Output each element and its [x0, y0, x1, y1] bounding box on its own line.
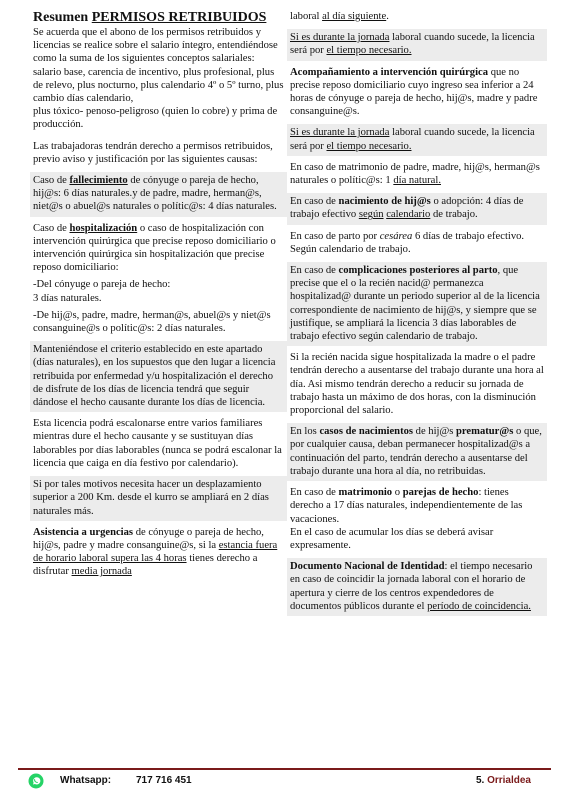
whatsapp-icon[interactable] — [28, 773, 44, 789]
paragraph-matrimonio: En caso de matrimonio o parejas de hecho: tienes derecho a 17 días naturales, independientemente de las vacaciones. En el caso de acumular los días se deberá avisar expresamente. — [290, 487, 523, 551]
hosp-familia: -De hij@s, padre, madre, herman@s, abuel@s y niet@s consanguine@s o polític@s: 2 días naturales. — [33, 309, 271, 335]
footer-divider — [18, 768, 551, 770]
hosp-conyuge: -Del cónyuge o pareja de hecho: — [33, 279, 171, 291]
paragraph-escalonar: Esta licencia podrá escalonarse entre varios familiares mientras dure el hecho causante y se sustituyan días laborables por días laborables (nunca se podrá escalonar la licencia que caiga en día festivo por calendario). — [33, 418, 282, 469]
paragraph-complicaciones: En caso de complicaciones posteriores al parto, que precise que el o la recién nacid@ permanezca hospitalizad@ durante un periodo superior al de la licencia correspondiente de nacimiento de hij@s, y siempre que se justifique, se ampliará la licencia 3 días laborables de trabajo efectivo según calendario de trabajo. — [287, 262, 547, 346]
paragraph-nacimiento: En caso de nacimiento de hij@s o adopción: 4 días de trabajo efectivo según calendario de trabajo. — [287, 193, 547, 224]
keyword-fallecimiento: fallecimiento — [69, 175, 128, 187]
paragraph-fallecimiento: Caso de fallecimiento de cónyuge o pareja de hecho, hij@s: 6 días naturales.y de padre, madre, herman@s, niet@s o abuel@s naturales o polític@s: 4 días naturales. — [30, 172, 287, 217]
paragraph-cesarea: En caso de parto por cesárea 6 días de trabajo efectivo. Según calendario de trabajo. — [290, 230, 525, 255]
paragraph-acompanamiento: Acompañamiento a intervención quirúrgica que no precise reposo domiciliario cuyo ingreso sea inferior a 24 horas de cónyuge o pareja de hecho, hij@s, madre y padre consanguine@s. — [290, 66, 538, 118]
page-title — [33, 10, 284, 26]
keyword-matrimonio: matrimonio — [338, 487, 393, 499]
hosp-conyuge-days: 3 días naturales. — [33, 292, 102, 304]
footer — [18, 771, 551, 793]
brand-name: Orrialdea — [487, 775, 531, 786]
keyword-nacimiento: nacimiento de hij@s — [338, 196, 431, 208]
paragraph-dni: Documento Nacional de Identidad: el tiempo necesario en caso de coincidir la jornada laboral con el horario de apertura y cierre de los centros expendedores de documentos públicos durante el período de coincidencia. — [287, 558, 547, 616]
page-number-value: 5. — [475, 775, 485, 786]
paragraph-hospitalizacion: Caso de hospitalización o caso de hospitalización con intervención quirúrgica que precise reposo domiciliario o intervención quirúrgica sin hospitalización que precise reposo domiciliario: -Del cónyuge o pareja de hecho: 3 días naturales. -De hij@s, padre, madre, herman@s, abuel@s y niet@s consanguine@s o polític@s: 2 días naturales. — [30, 220, 287, 339]
paragraph-criterio: Manteniéndose el criterio establecido en este apartado (días naturales), en los supuestos que den lugar a licencia retribuida por enfermedad y/u hospitalización el derecho de disfrute de los días de licencia tendrá que seguir dándose el hecho causante durante los días de licencia. — [30, 341, 287, 412]
section-intro — [30, 8, 287, 135]
paragraph-jornada-2: Si es durante la jornada laboral cuando sucede, la licencia será por el tiempo necesario. — [287, 124, 547, 155]
paragraph-prematuros: En los casos de nacimientos de hij@s prematur@s o que, por cualquier causa, deban permanecer hospitalizad@s a continuación del parto, tendrán derecho a ausentarse del trabajo durante una hora al día, no retribuidas. — [287, 423, 547, 481]
keyword-urgencias: Asistencia a urgencias — [33, 526, 134, 538]
paragraph-causes: Las trabajadoras tendrán derecho a permisos retribuidos, previo aviso y justificación por las siguientes causas: — [33, 140, 273, 165]
keyword-complicaciones: complicaciones posteriores al parto — [338, 265, 498, 277]
whatsapp-number[interactable]: 717 716 451 — [136, 775, 192, 786]
paragraph-urgencias-cont: laboral al día siguiente. — [290, 11, 389, 22]
left-column — [30, 8, 287, 585]
paragraph-matrimonio-familia: En caso de matrimonio de padre, madre, hij@s, herman@s naturales o polític@s: 1 día natural. — [290, 161, 540, 187]
title-prefix: Resumen — [33, 10, 89, 25]
title-main: PERMISOS RETRIBUIDOS — [91, 10, 267, 25]
intro-text: Se acuerda que el abono de los permisos retribuidos y licencias se realice sobre el salario íntegro, entendiéndose como la suma de los siguientes conceptos salariales: salario base, carencia de incentivo, plus profesional, plus de relevo, plus nocturno, plus calendario 4º o 5º turno, plus cambio días calendario, — [33, 27, 284, 105]
page-number — [476, 775, 531, 786]
right-column — [287, 8, 547, 619]
paragraph-urgencias: Asistencia a urgencias de cónyuge o pareja de hecho, hij@s, padre y madre consanguine@s, si la estancia fuera de horario laboral supera las 4 horas tienes derecho a disfrutar media jornada — [33, 526, 278, 578]
paragraph-hospitalizada: Si la recién nacida sigue hospitalizada la madre o el padre tendrán derecho a ausentarse del trabajo durante una hora al día. Asi mismo tendrán derecho a reducir su jornada de trabajo hasta un máximo de dos horas, con la disminución proporcional del salario. — [290, 352, 544, 417]
whatsapp-label: Whatsapp: — [60, 775, 112, 786]
keyword-hospitalizacion: hospitalización — [69, 222, 138, 234]
paragraph-desplazamiento: Si por tales motivos necesita hacer un desplazamiento superior a 200 Km. desde el kurro se ampliará en 2 días naturales más. — [30, 476, 287, 521]
intro-text-2: plus tóxico- penoso-peligroso (quien lo cobre) y prima de producción. — [33, 106, 278, 131]
keyword-dni: Documento Nacional de Identidad — [290, 561, 445, 573]
keyword-acompanamiento: Acompañamiento a intervención quirúrgica — [290, 66, 489, 78]
paragraph-jornada-1: Si es durante la jornada laboral cuando sucede, la licencia será por el tiempo necesario. — [287, 29, 547, 60]
